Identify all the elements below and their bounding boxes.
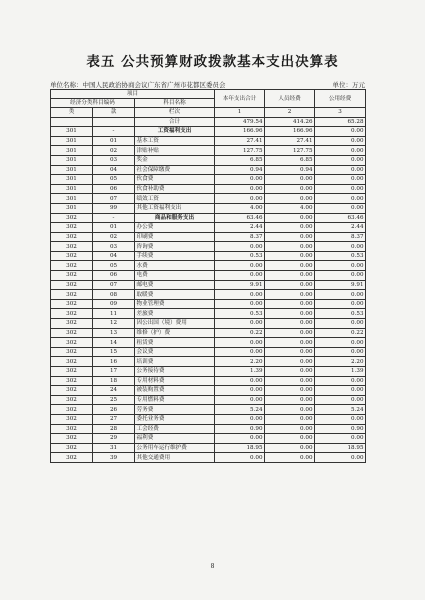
cell-personnel: 0.00 [265, 376, 315, 386]
table-row [51, 146, 366, 156]
cell-subject-name: 因公出国（境）费用 [135, 319, 215, 329]
cell-subject-name: 基本工资 [135, 136, 215, 146]
cell-kuan: 13 [93, 328, 135, 338]
cell-total: 8.37 [215, 232, 265, 242]
cell-subject-name: 公务接待费 [135, 367, 215, 377]
cell-subject-name: 咨询费 [135, 242, 215, 252]
cell-personnel: 6.85 [265, 155, 315, 165]
cell-subject-name: 培训费 [135, 357, 215, 367]
cell-personnel: 0.00 [265, 424, 315, 434]
cell-total: 0.53 [215, 309, 265, 319]
cell-kuan: 04 [93, 165, 135, 175]
cell-lei: 302 [51, 367, 93, 377]
cell-public: 0.00 [315, 146, 366, 156]
cell-lei: 302 [51, 242, 93, 252]
cell-public: 63.46 [315, 213, 366, 223]
cell-subject-name: 其他工资福利支出 [135, 203, 215, 213]
cell-kuan: 18 [93, 376, 135, 386]
org-name: 单位名称：中国人民政治协商会议广东省广州市花都区委员会 [50, 81, 226, 89]
cell-subject-name: 办公费 [135, 223, 215, 233]
cell-personnel: 0.00 [265, 357, 315, 367]
cell-subject-name: 商品和服务支出 [135, 213, 215, 223]
cell-total: 0.00 [215, 261, 265, 271]
cell-public: 0.00 [315, 155, 366, 165]
table-row [51, 184, 366, 194]
cell-subject-name: 被装购置费 [135, 386, 215, 396]
cell-subject-name: 取暖费 [135, 290, 215, 300]
cell-kuan: 31 [93, 443, 135, 453]
table-row [51, 376, 366, 386]
cell-total: 0.00 [215, 271, 265, 281]
cell-public: 0.00 [315, 203, 366, 213]
cell-total: 0.00 [215, 386, 265, 396]
cell-public: 2.20 [315, 357, 366, 367]
cell-total: 0.00 [215, 242, 265, 252]
cell-public: 18.95 [315, 443, 366, 453]
cell-lei: 302 [51, 290, 93, 300]
cell-personnel: 0.00 [265, 395, 315, 405]
cell-personnel: 0.00 [265, 434, 315, 444]
cell-public: 0.90 [315, 424, 366, 434]
cell-public: 0.00 [315, 299, 366, 309]
table-row [51, 251, 366, 261]
table-row [51, 261, 366, 271]
cell-public: 0.00 [315, 242, 366, 252]
cell-total: 4.00 [215, 203, 265, 213]
header-total: 本年支出合计 [215, 90, 265, 108]
cell-lei: 302 [51, 414, 93, 424]
cell-personnel: 0.00 [265, 299, 315, 309]
table-row [51, 242, 366, 252]
cell-kuan: 25 [93, 395, 135, 405]
cell-lei: 302 [51, 319, 93, 329]
cell-kuan: 09 [93, 299, 135, 309]
cell-lei: 302 [51, 251, 93, 261]
header-subject-name: 科目名称 [135, 99, 215, 108]
table-row [51, 367, 366, 377]
cell-lei: 301 [51, 136, 93, 146]
cell-public: 0.22 [315, 328, 366, 338]
cell-lei: 302 [51, 405, 93, 415]
cell-public: 0.00 [315, 395, 366, 405]
cell-subject-name: 社会保障缴费 [135, 165, 215, 175]
header-col1: 1 [215, 108, 265, 117]
cell-total: 0.00 [215, 414, 265, 424]
table-row [51, 165, 366, 175]
cell-public: 0.00 [315, 136, 366, 146]
cell-total: 0.90 [215, 424, 265, 434]
cell-kuan: 06 [93, 184, 135, 194]
cell-lei: 302 [51, 223, 93, 233]
cell-kuan: 04 [93, 251, 135, 261]
cell-personnel: 0.00 [265, 443, 315, 453]
cell-public: 0.00 [315, 184, 366, 194]
page-title: 表五 公共预算财政拨款基本支出决算表 [86, 54, 339, 70]
cell-lei: 302 [51, 309, 93, 319]
table-row [51, 309, 366, 319]
cell-total: 2.20 [215, 357, 265, 367]
cell-public: 0.53 [315, 309, 366, 319]
cell-personnel: 0.00 [265, 194, 315, 204]
table-row [51, 271, 366, 281]
cell-subject-name: 委托业务费 [135, 414, 215, 424]
table-row [51, 386, 366, 396]
table-row [51, 319, 366, 329]
cell-lei: 302 [51, 443, 93, 453]
cell-public: 0.00 [315, 271, 366, 281]
cell-kuan: 11 [93, 309, 135, 319]
cell-kuan: 05 [93, 261, 135, 271]
cell-subject-name: 专用材料费 [135, 376, 215, 386]
table-row [51, 414, 366, 424]
table-row [51, 194, 366, 204]
cell-total: 5.24 [215, 405, 265, 415]
table-row [51, 299, 366, 309]
cell-public: 0.00 [315, 347, 366, 357]
cell-lei: 301 [51, 155, 93, 165]
table-row [51, 405, 366, 415]
cell-total: 0.00 [215, 376, 265, 386]
cell-kuan: 07 [93, 194, 135, 204]
cell-subject-name: 会议费 [135, 347, 215, 357]
cell-personnel: 0.00 [265, 232, 315, 242]
cell-total: 0.00 [215, 338, 265, 348]
cell-lei: 302 [51, 261, 93, 271]
cell-total: 0.53 [215, 251, 265, 261]
cell-kuan: 24 [93, 386, 135, 396]
cell-public: 8.37 [315, 232, 366, 242]
cell-subject-name: 工资福利支出 [135, 127, 215, 137]
cell-subject-name: 伙食补助费 [135, 184, 215, 194]
cell-public: 1.39 [315, 367, 366, 377]
cell-total: 18.95 [215, 443, 265, 453]
cell-personnel: 0.00 [265, 213, 315, 223]
cell-subject-name: 印刷费 [135, 232, 215, 242]
cell-lei: 302 [51, 424, 93, 434]
cell-public: 0.00 [315, 453, 366, 463]
cell-subject-name: 劳务费 [135, 405, 215, 415]
cell-lei: 301 [51, 127, 93, 137]
cell-kuan: 08 [93, 290, 135, 300]
cell-lei: 301 [51, 194, 93, 204]
cell-personnel: 0.00 [265, 242, 315, 252]
cell-subject-name: 其他交通费用 [135, 453, 215, 463]
table-row [51, 434, 366, 444]
table-row [51, 328, 366, 338]
header-personnel: 人员经费 [265, 90, 315, 108]
cell-personnel: 0.00 [265, 405, 315, 415]
table-row [51, 424, 366, 434]
cell-public: 0.00 [315, 319, 366, 329]
cell-personnel: 27.41 [265, 136, 315, 146]
cell-personnel: 0.00 [265, 251, 315, 261]
cell-personnel: 0.00 [265, 175, 315, 185]
cell-subject-name: 奖金 [135, 155, 215, 165]
cell-lei: 302 [51, 271, 93, 281]
cell-public: 0.00 [315, 175, 366, 185]
cell-public: 0.00 [315, 376, 366, 386]
table-row [51, 453, 366, 463]
cell-subject-name: 福利费 [135, 434, 215, 444]
header-col2: 2 [265, 108, 315, 117]
sum-label: 合计 [135, 117, 215, 127]
cell-subject-name: 公务用车运行维护费 [135, 443, 215, 453]
cell-lei: 302 [51, 328, 93, 338]
cell-personnel: 0.00 [265, 367, 315, 377]
cell-lei: 302 [51, 213, 93, 223]
cell-kuan: 99 [93, 203, 135, 213]
cell-total: 0.00 [215, 347, 265, 357]
table-row [51, 155, 366, 165]
cell-total: 0.22 [215, 328, 265, 338]
cell-lei: 302 [51, 376, 93, 386]
cell-personnel: 0.00 [265, 223, 315, 233]
cell-personnel: 0.00 [265, 184, 315, 194]
cell-personnel: 0.00 [265, 338, 315, 348]
cell-public: 2.44 [315, 223, 366, 233]
cell-subject-name: 租赁费 [135, 338, 215, 348]
cell-subject-name: 水费 [135, 261, 215, 271]
cell-public: 0.00 [315, 290, 366, 300]
sum-public: 65.28 [315, 117, 366, 127]
cell-public: 0.00 [315, 434, 366, 444]
cell-subject-name: 专用燃料费 [135, 395, 215, 405]
cell-subject-name: 绩效工资 [135, 194, 215, 204]
unit-label: 单位：万元 [332, 81, 365, 89]
expenditure-table [50, 89, 366, 463]
cell-kuan: 26 [93, 405, 135, 415]
cell-total: 0.00 [215, 194, 265, 204]
cell-subject-name: 伙食费 [135, 175, 215, 185]
cell-kuan: 02 [93, 146, 135, 156]
table-row [51, 232, 366, 242]
cell-total: 0.00 [215, 395, 265, 405]
cell-total: 27.41 [215, 136, 265, 146]
table-row [51, 203, 366, 213]
cell-personnel: 0.00 [265, 347, 315, 357]
cell-personnel: 0.00 [265, 319, 315, 329]
cell-subject-name: 邮电费 [135, 280, 215, 290]
cell-total: 0.00 [215, 290, 265, 300]
cell-kuan: 15 [93, 347, 135, 357]
cell-personnel: 0.00 [265, 328, 315, 338]
table-row [51, 136, 366, 146]
header-econ-code: 经济分类科目编码 [51, 99, 135, 108]
cell-lei: 301 [51, 165, 93, 175]
cell-public: 0.00 [315, 165, 366, 175]
cell-kuan: 14 [93, 338, 135, 348]
cell-total: 63.46 [215, 213, 265, 223]
cell-total: 127.75 [215, 146, 265, 156]
cell-lei: 302 [51, 280, 93, 290]
cell-public: 0.00 [315, 338, 366, 348]
cell-lei: 302 [51, 434, 93, 444]
cell-subject-name: 差旅费 [135, 309, 215, 319]
table-row [51, 223, 366, 233]
cell-public: 0.00 [315, 386, 366, 396]
cell-total: 0.00 [215, 453, 265, 463]
header-lanci: 栏次 [135, 108, 215, 117]
cell-total: 166.96 [215, 127, 265, 137]
page-number: 8 [210, 563, 215, 570]
cell-personnel: 0.00 [265, 261, 315, 271]
cell-personnel: 0.00 [265, 386, 315, 396]
cell-personnel: 0.00 [265, 309, 315, 319]
header-kuan: 款 [93, 108, 135, 117]
table-row [51, 338, 366, 348]
cell-lei: 302 [51, 338, 93, 348]
cell-lei: 302 [51, 232, 93, 242]
cell-lei: 301 [51, 203, 93, 213]
header-lei: 类 [51, 108, 93, 117]
cell-kuan: - [93, 213, 135, 223]
report-meta [50, 80, 365, 89]
cell-total: 0.00 [215, 299, 265, 309]
cell-public: 0.00 [315, 194, 366, 204]
cell-lei: 302 [51, 386, 93, 396]
table-row [51, 127, 366, 137]
cell-personnel: 0.00 [265, 271, 315, 281]
sum-row [51, 117, 366, 127]
cell-subject-name: 津贴补贴 [135, 146, 215, 156]
table-row [51, 443, 366, 453]
cell-kuan: 02 [93, 232, 135, 242]
cell-kuan: 03 [93, 155, 135, 165]
table-row [51, 347, 366, 357]
cell-kuan: 05 [93, 175, 135, 185]
cell-lei: 302 [51, 357, 93, 367]
cell-kuan: 29 [93, 434, 135, 444]
cell-personnel: 127.75 [265, 146, 315, 156]
cell-subject-name: 维修（护）费 [135, 328, 215, 338]
cell-public: 9.91 [315, 280, 366, 290]
cell-lei: 302 [51, 347, 93, 357]
cell-kuan: 39 [93, 453, 135, 463]
cell-personnel: 0.94 [265, 165, 315, 175]
header-public: 公用经费 [315, 90, 366, 108]
table-row [51, 280, 366, 290]
cell-subject-name: 物业管理费 [135, 299, 215, 309]
table-row [51, 357, 366, 367]
sum-total: 479.54 [215, 117, 265, 127]
cell-total: 2.44 [215, 223, 265, 233]
header-item: 项目 [51, 90, 215, 99]
cell-public: 0.00 [315, 414, 366, 424]
cell-personnel: 0.00 [265, 290, 315, 300]
cell-public: 0.00 [315, 261, 366, 271]
cell-total: 0.00 [215, 319, 265, 329]
table-row [51, 395, 366, 405]
cell-public: 0.53 [315, 251, 366, 261]
cell-kuan: 07 [93, 280, 135, 290]
cell-public: 5.24 [315, 405, 366, 415]
cell-total: 0.00 [215, 184, 265, 194]
cell-kuan: 28 [93, 424, 135, 434]
cell-total: 0.00 [215, 175, 265, 185]
cell-personnel: 4.00 [265, 203, 315, 213]
cell-lei: 301 [51, 146, 93, 156]
cell-personnel: 0.00 [265, 453, 315, 463]
cell-kuan: 03 [93, 242, 135, 252]
cell-kuan: 17 [93, 367, 135, 377]
cell-lei: 302 [51, 453, 93, 463]
cell-kuan: 01 [93, 136, 135, 146]
table-row [51, 290, 366, 300]
cell-public: 0.00 [315, 127, 366, 137]
cell-total: 9.91 [215, 280, 265, 290]
cell-kuan: 16 [93, 357, 135, 367]
cell-lei: 301 [51, 184, 93, 194]
cell-subject-name: 工会经费 [135, 424, 215, 434]
cell-personnel: 0.00 [265, 414, 315, 424]
sum-personnel: 414.26 [265, 117, 315, 127]
cell-kuan: 12 [93, 319, 135, 329]
cell-subject-name: 电费 [135, 271, 215, 281]
table-row [51, 175, 366, 185]
cell-lei: 302 [51, 395, 93, 405]
cell-lei: 302 [51, 299, 93, 309]
cell-total: 0.94 [215, 165, 265, 175]
cell-kuan: 01 [93, 223, 135, 233]
cell-kuan: 27 [93, 414, 135, 424]
cell-lei: 301 [51, 175, 93, 185]
cell-kuan: - [93, 127, 135, 137]
cell-total: 0.00 [215, 434, 265, 444]
cell-total: 6.85 [215, 155, 265, 165]
cell-total: 1.39 [215, 367, 265, 377]
cell-subject-name: 手续费 [135, 251, 215, 261]
cell-kuan: 06 [93, 271, 135, 281]
cell-personnel: 0.00 [265, 280, 315, 290]
table-row [51, 213, 366, 223]
cell-personnel: 166.96 [265, 127, 315, 137]
header-col3: 3 [315, 108, 366, 117]
